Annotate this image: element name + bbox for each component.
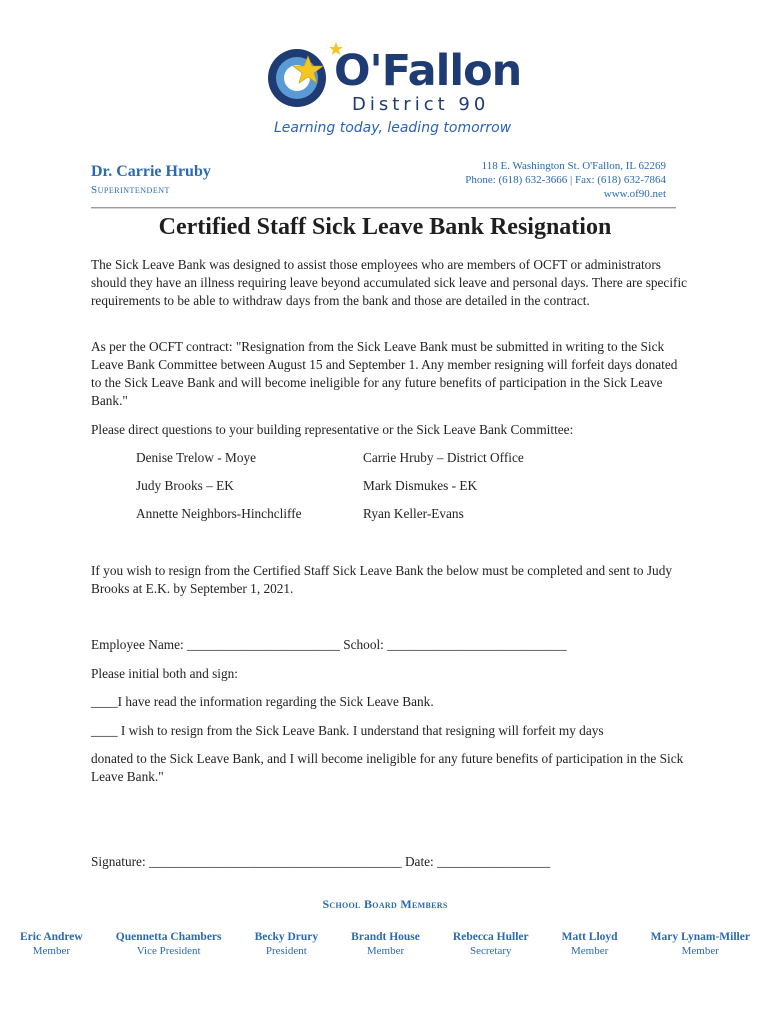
board-member-name: Brandt House [351, 931, 420, 943]
committee-member: Judy Brooks – EK [136, 478, 234, 493]
board-member-name: Mary Lynam-Miller [650, 931, 750, 943]
board-heading: School Board Members [322, 897, 448, 911]
phone-fax-line: Phone: (618) 632-3666 | Fax: (618) 632-7864 [465, 174, 666, 186]
board-member [255, 930, 319, 958]
logo-district: District 90 [352, 94, 490, 115]
board-member [651, 930, 750, 958]
district-address-block [465, 159, 666, 201]
acknowledgement-resign-field[interactable]: ____ I wish to resign from the Sick Leave Bank. I understand that resigning will forfeit my days [91, 723, 604, 738]
website-link[interactable]: www.of90.net [603, 188, 666, 200]
board-member-role: President [265, 945, 307, 957]
initial-prompt: Please initial both and sign: [91, 666, 238, 681]
committee-member: Annette Neighbors-Hinchcliffe [136, 506, 302, 521]
committee-member: Ryan Keller-Evans [363, 506, 464, 521]
logo-tagline: Learning today, leading tomorrow [274, 120, 512, 136]
board-member [20, 930, 83, 958]
board-member-name: Rebecca Huller [452, 931, 529, 943]
contract-paragraph: As per the OCFT contract: "Resignation from the Sick Leave Bank must be submitted in writing to the Sick Leave Bank Committee between August 15 and September 1. Any member resigning will forfeit days donated to the Sick Leave Bank and will become ineligible for any future benefits of participation in the Sick Leave Bank." [91, 339, 678, 408]
board-member [562, 930, 618, 958]
employee-school-field[interactable]: Employee Name: _______________________ School: ___________________________ [91, 637, 567, 652]
header-divider [91, 207, 676, 209]
intro-paragraph: The Sick Leave Bank was designed to assist those employees who are members of OCFT or administrators should they have an illness requiring leave beyond accumulated sick leave and personal days. There are specific requirements to be able to withdraw days from the bank and those are detailed in the contract. [91, 257, 688, 308]
committee-row [136, 505, 576, 533]
address-line: 118 E. Washington St. O'Fallon, IL 62269 [481, 160, 666, 172]
board-member [351, 930, 420, 958]
board-member [453, 930, 529, 958]
acknowledgement-read-field[interactable]: ____I have read the information regarding the Sick Leave Bank. [91, 694, 434, 709]
committee-member: Carrie Hruby – District Office [363, 450, 524, 465]
instructions-paragraph: If you wish to resign from the Certified Staff Sick Leave Bank the below must be completed and sent to Judy Brooks at E.K. by September 1, 2021. [91, 563, 672, 596]
superintendent-name: Dr. Carrie Hruby [91, 163, 211, 180]
logo-brand: O'Fallon [334, 46, 522, 96]
board-member-name: Becky Drury [254, 931, 319, 943]
acknowledgement-resign-continued: donated to the Sick Leave Bank, and I will become ineligible for any future benefits of participation in the Sick Leave Bank." [91, 751, 684, 784]
board-member-role: Vice President [136, 945, 201, 957]
board-member-name: Eric Andrew [20, 931, 83, 943]
board-member-role: Secretary [470, 945, 512, 957]
board-member-role: Member [681, 945, 719, 957]
board-member-name: Matt Lloyd [561, 931, 618, 943]
board-members [20, 930, 750, 958]
committee-row [136, 449, 576, 477]
questions-paragraph: Please direct questions to your building representative or the Sick Leave Bank Committee: [91, 422, 574, 437]
board-member-role: Member [570, 945, 609, 957]
committee-member: Mark Dismukes - EK [363, 478, 478, 493]
signature-date-field[interactable]: Signature: ______________________________________ Date: _________________ [91, 854, 551, 869]
board-member [116, 930, 222, 958]
committee-list [136, 449, 576, 533]
superintendent-title: Superintendent [91, 184, 170, 196]
board-member-role: Member [366, 945, 405, 957]
board-member-role: Member [32, 945, 70, 957]
document-title: Certified Staff Sick Leave Bank Resignation [158, 214, 612, 240]
committee-row [136, 477, 576, 505]
board-member-name: Quennetta Chambers [115, 931, 222, 943]
committee-member: Denise Trelow - Moye [136, 450, 257, 465]
